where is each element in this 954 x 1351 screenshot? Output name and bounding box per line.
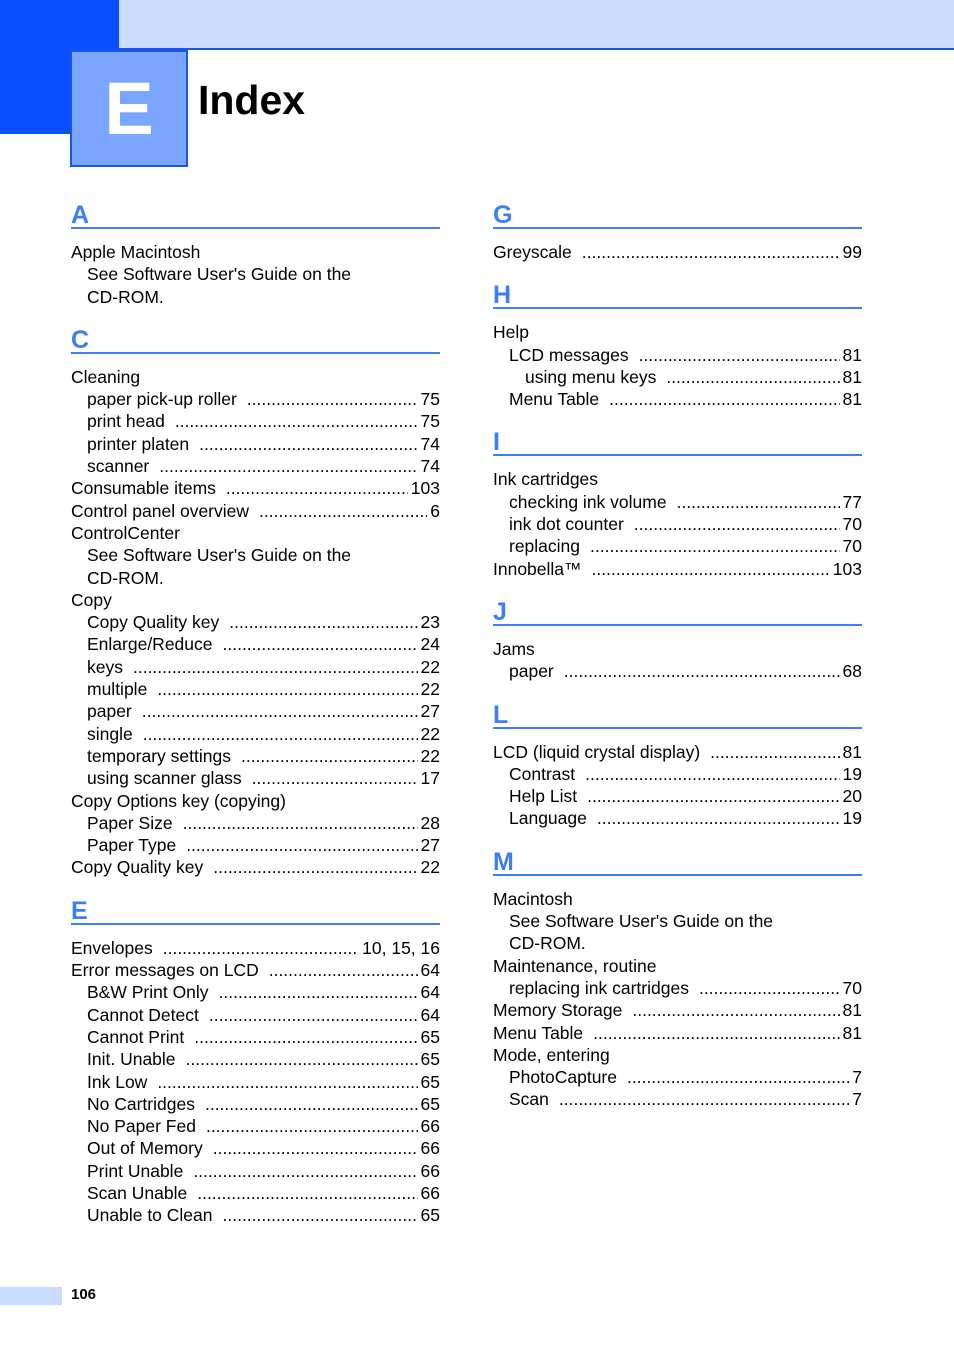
entry-term: Cannot Detect xyxy=(87,1004,199,1025)
header-band xyxy=(0,0,954,50)
dot-leader xyxy=(223,633,418,655)
dot-leader xyxy=(159,455,417,477)
index-entry xyxy=(493,558,862,580)
index-entry xyxy=(71,981,440,1003)
index-entry xyxy=(71,1026,440,1048)
page-number: 106 xyxy=(71,1286,97,1303)
index-entry xyxy=(71,1115,440,1137)
dot-leader xyxy=(193,1160,417,1182)
entry-term: using menu keys xyxy=(525,366,657,387)
index-entry xyxy=(493,888,862,910)
index-entry xyxy=(493,999,862,1021)
entry-term: Maintenance, routine xyxy=(493,955,657,976)
dot-leader xyxy=(223,1204,418,1226)
index-entry xyxy=(493,932,862,954)
entry-page: 65 xyxy=(420,1205,440,1226)
entry-page: 66 xyxy=(420,1138,440,1159)
index-entry xyxy=(493,241,862,263)
entry-term: checking ink volume xyxy=(509,491,667,512)
dot-leader xyxy=(133,656,418,678)
entry-term: Scan Unable xyxy=(87,1182,188,1203)
index-entries xyxy=(493,876,862,1111)
entry-term: Copy xyxy=(71,589,112,610)
section-letter: E xyxy=(71,892,440,925)
index-entry xyxy=(71,1137,440,1159)
index-entry xyxy=(71,286,440,308)
entry-term: Error messages on LCD xyxy=(71,960,259,981)
index-entry xyxy=(493,388,862,410)
entry-term: Help xyxy=(493,322,529,343)
index-entry xyxy=(71,678,440,700)
dot-leader xyxy=(587,785,839,807)
entry-page: 22 xyxy=(420,745,440,766)
entry-term: Greyscale xyxy=(493,242,572,262)
entry-term: temporary settings xyxy=(87,745,231,766)
dot-leader xyxy=(241,745,418,767)
dot-leader xyxy=(157,1071,417,1093)
index-entry xyxy=(71,959,440,981)
entry-term: replacing ink cartridges xyxy=(509,977,689,998)
index-entry xyxy=(71,611,440,633)
index-entry xyxy=(493,468,862,490)
entry-term: Unable to Clean xyxy=(87,1205,213,1226)
index-entry xyxy=(71,433,440,455)
entry-term: Jams xyxy=(493,638,535,659)
entry-term: Menu Table xyxy=(493,1022,584,1043)
entry-page: 7 xyxy=(852,1089,862,1110)
index-column-left xyxy=(71,196,440,1240)
index-entry xyxy=(71,937,440,959)
index-entry xyxy=(71,544,440,566)
dot-leader xyxy=(229,611,417,633)
index-entries xyxy=(71,229,440,308)
index-entry xyxy=(71,745,440,767)
entry-term: See Software User's Guide on the xyxy=(87,545,352,566)
entry-page: 66 xyxy=(420,1182,440,1203)
section-letter: A xyxy=(71,196,440,229)
dot-leader xyxy=(199,433,417,455)
entry-page: 74 xyxy=(420,456,440,477)
dot-leader xyxy=(632,999,839,1021)
dot-leader xyxy=(269,959,418,981)
dot-leader xyxy=(609,388,839,410)
index-entry xyxy=(493,344,862,366)
entry-page: 6 xyxy=(430,500,440,521)
entry-term: LCD messages xyxy=(509,344,629,365)
dot-leader xyxy=(597,807,840,829)
index-entry xyxy=(71,812,440,834)
index-entry xyxy=(493,1022,862,1044)
index-entry xyxy=(71,589,440,611)
entry-page: 22 xyxy=(420,857,440,878)
entry-page: 68 xyxy=(842,661,862,682)
dot-leader xyxy=(634,513,840,535)
entry-page: 22 xyxy=(420,679,440,700)
index-entry xyxy=(71,1182,440,1204)
dot-leader xyxy=(186,1048,418,1070)
entry-term: using scanner glass xyxy=(87,768,242,789)
entry-page: 81 xyxy=(842,1022,862,1043)
dot-leader xyxy=(226,477,408,499)
entry-page: 77 xyxy=(842,491,862,512)
dot-leader xyxy=(559,1088,849,1110)
index-entry xyxy=(71,500,440,522)
entry-term: Paper Size xyxy=(87,812,173,833)
dot-leader xyxy=(247,388,418,410)
entry-term: printer platen xyxy=(87,433,190,454)
entry-page: 75 xyxy=(420,411,440,432)
entry-page: 23 xyxy=(420,612,440,633)
entry-page: 17 xyxy=(420,768,440,789)
entry-term: No Paper Fed xyxy=(87,1116,196,1137)
entry-term: CD-ROM. xyxy=(509,933,586,954)
entry-term: Control panel overview xyxy=(71,500,250,521)
entry-page: 70 xyxy=(842,977,862,998)
index-entries xyxy=(493,456,862,579)
entry-term: Memory Storage xyxy=(493,1000,623,1021)
entry-page: 19 xyxy=(842,763,862,784)
entry-page: 99 xyxy=(842,242,862,262)
entry-term: Contrast xyxy=(509,763,576,784)
entry-term: Paper Type xyxy=(87,835,177,856)
dot-leader xyxy=(252,767,418,789)
section-letter: J xyxy=(493,593,862,626)
entry-term: multiple xyxy=(87,679,148,700)
index-entry xyxy=(71,633,440,655)
entry-term: paper pick-up roller xyxy=(87,389,237,410)
dot-leader xyxy=(259,500,427,522)
entry-term: Innobella™ xyxy=(493,558,582,579)
entry-term: Copy Quality key xyxy=(87,612,220,633)
entry-page: 28 xyxy=(420,812,440,833)
index-entry xyxy=(71,241,440,263)
entry-page: 74 xyxy=(420,433,440,454)
entry-term: Apple Macintosh xyxy=(71,242,201,262)
index-entry xyxy=(71,522,440,544)
index-entry xyxy=(71,1071,440,1093)
entry-page: 81 xyxy=(842,1000,862,1021)
index-entry xyxy=(493,491,862,513)
dot-leader xyxy=(639,344,840,366)
chapter-letter-box xyxy=(70,50,188,167)
index-entry xyxy=(493,763,862,785)
dot-leader xyxy=(627,1066,849,1088)
dot-leader xyxy=(183,812,418,834)
entry-page: 70 xyxy=(842,514,862,535)
entry-page: 65 xyxy=(420,1093,440,1114)
dot-leader xyxy=(197,1182,417,1204)
index-entry xyxy=(71,790,440,812)
index-entry xyxy=(71,410,440,432)
entry-page: 27 xyxy=(420,835,440,856)
dot-leader xyxy=(209,1004,418,1026)
dot-leader xyxy=(593,1022,839,1044)
dot-leader xyxy=(163,937,359,959)
entry-term: print head xyxy=(87,411,165,432)
index-section xyxy=(493,423,862,579)
entry-page: 103 xyxy=(832,558,862,579)
entry-page: 103 xyxy=(410,478,440,499)
index-entry xyxy=(493,513,862,535)
index-entry xyxy=(493,807,862,829)
entry-page: 75 xyxy=(420,389,440,410)
entry-term: ink dot counter xyxy=(509,514,624,535)
index-entries xyxy=(493,229,862,263)
index-entry xyxy=(71,723,440,745)
index-entry xyxy=(71,455,440,477)
index-entry xyxy=(493,955,862,977)
entry-term: Help List xyxy=(509,786,578,807)
entry-term: Ink cartridges xyxy=(493,469,599,490)
index-entry xyxy=(493,638,862,660)
entry-term: Menu Table xyxy=(509,389,600,410)
dot-leader xyxy=(213,1137,418,1159)
entry-page: 19 xyxy=(842,808,862,829)
entry-term: Consumable items xyxy=(71,478,216,499)
index-entries xyxy=(493,309,862,410)
dot-leader xyxy=(143,723,418,745)
index-entry xyxy=(493,660,862,682)
index-entry xyxy=(71,856,440,878)
index-entry xyxy=(71,834,440,856)
entry-term: Copy Options key (copying) xyxy=(71,790,286,811)
entry-page: 66 xyxy=(420,1160,440,1181)
index-entry xyxy=(493,321,862,343)
entry-page: 81 xyxy=(842,741,862,762)
entry-term: Init. Unable xyxy=(87,1049,176,1070)
entry-term: ControlCenter xyxy=(71,522,180,543)
index-entry xyxy=(71,767,440,789)
dot-leader xyxy=(142,700,418,722)
index-entry xyxy=(493,741,862,763)
section-letter: H xyxy=(493,276,862,309)
index-entry xyxy=(493,366,862,388)
dot-leader xyxy=(699,977,840,999)
entry-term: scanner xyxy=(87,456,150,477)
index-entry xyxy=(71,1004,440,1026)
index-section xyxy=(71,892,440,1227)
dot-leader xyxy=(206,1115,418,1137)
entry-term: keys xyxy=(87,656,123,677)
entry-page: 65 xyxy=(420,1049,440,1070)
index-entry xyxy=(71,1093,440,1115)
entry-page: 24 xyxy=(420,634,440,655)
entry-term: No Cartridges xyxy=(87,1093,195,1114)
section-letter: I xyxy=(493,423,862,456)
index-section xyxy=(493,696,862,830)
index-entry xyxy=(493,910,862,932)
entry-term: replacing xyxy=(509,536,581,557)
dot-leader xyxy=(582,241,840,263)
entry-page: 27 xyxy=(420,701,440,722)
entry-term: Envelopes xyxy=(71,937,153,958)
index-entries xyxy=(493,626,862,683)
dot-leader xyxy=(677,491,840,513)
index-entry xyxy=(493,785,862,807)
index-entry xyxy=(71,1204,440,1226)
entry-term: CD-ROM. xyxy=(87,286,164,307)
dot-leader xyxy=(585,763,839,785)
entry-term: Cleaning xyxy=(71,366,141,387)
index-entry xyxy=(493,977,862,999)
entry-page: 10, 15, 16 xyxy=(362,937,440,958)
entry-page: 22 xyxy=(420,656,440,677)
index-entry xyxy=(71,263,440,285)
index-section xyxy=(71,196,440,308)
entry-term: Enlarge/Reduce xyxy=(87,634,213,655)
section-letter: L xyxy=(493,696,862,729)
entry-term: Mode, entering xyxy=(493,1044,610,1065)
entry-page: 65 xyxy=(420,1026,440,1047)
dot-leader xyxy=(592,558,830,580)
entry-page: 65 xyxy=(420,1071,440,1092)
entry-page: 22 xyxy=(420,723,440,744)
index-entry xyxy=(71,700,440,722)
chapter-letter: E xyxy=(104,66,154,150)
entry-term: See Software User's Guide on the xyxy=(87,264,352,285)
dot-leader xyxy=(666,366,839,388)
entry-term: Scan xyxy=(509,1089,549,1110)
entry-term: paper xyxy=(87,701,132,722)
entry-page: 81 xyxy=(842,389,862,410)
page-title: Index xyxy=(198,77,306,123)
dot-leader xyxy=(564,660,840,682)
entry-term: Copy Quality key xyxy=(71,857,204,878)
index-entry xyxy=(71,477,440,499)
index-entry xyxy=(71,388,440,410)
entry-page: 64 xyxy=(420,982,440,1003)
entry-term: Print Unable xyxy=(87,1160,184,1181)
index-entries xyxy=(71,354,440,879)
dot-leader xyxy=(175,410,418,432)
index-entry xyxy=(71,656,440,678)
index-entries xyxy=(493,729,862,830)
entry-page: 7 xyxy=(852,1067,862,1088)
entry-page: 81 xyxy=(842,366,862,387)
entry-term: CD-ROM. xyxy=(87,567,164,588)
index-entry xyxy=(71,567,440,589)
entry-term: See Software User's Guide on the xyxy=(509,911,774,932)
entry-page: 20 xyxy=(842,786,862,807)
dot-leader xyxy=(186,834,417,856)
entry-term: single xyxy=(87,723,133,744)
entry-page: 66 xyxy=(420,1116,440,1137)
dot-leader xyxy=(590,535,840,557)
index-entry xyxy=(71,1048,440,1070)
dot-leader xyxy=(157,678,417,700)
dot-leader xyxy=(194,1026,417,1048)
entry-term: Language xyxy=(509,808,587,829)
entry-page: 64 xyxy=(420,1004,440,1025)
entry-page: 64 xyxy=(420,960,440,981)
index-entry xyxy=(71,1160,440,1182)
section-letter: M xyxy=(493,843,862,876)
entry-term: paper xyxy=(509,661,554,682)
entry-page: 70 xyxy=(842,536,862,557)
section-letter: G xyxy=(493,196,862,229)
index-entry xyxy=(71,366,440,388)
index-section xyxy=(493,276,862,410)
dot-leader xyxy=(710,741,839,763)
entry-term: LCD (liquid crystal display) xyxy=(493,741,701,762)
index-section xyxy=(493,843,862,1111)
section-letter: C xyxy=(71,321,440,354)
index-section xyxy=(493,593,862,683)
dot-leader xyxy=(205,1093,418,1115)
entry-term: Ink Low xyxy=(87,1071,148,1092)
index-entry xyxy=(493,1044,862,1066)
index-column-right xyxy=(493,196,862,1124)
entry-term: Out of Memory xyxy=(87,1138,203,1159)
index-section xyxy=(493,196,862,263)
index-section xyxy=(71,321,440,879)
index-entry xyxy=(493,1088,862,1110)
entry-page: 81 xyxy=(842,344,862,365)
index-entry xyxy=(493,535,862,557)
footer-bar xyxy=(0,1287,62,1305)
dot-leader xyxy=(219,981,418,1003)
index-entry xyxy=(493,1066,862,1088)
entry-term: PhotoCapture xyxy=(509,1067,617,1088)
entry-term: B&W Print Only xyxy=(87,982,209,1003)
index-entries xyxy=(71,925,440,1227)
dot-leader xyxy=(213,856,417,878)
entry-term: Macintosh xyxy=(493,888,573,909)
entry-term: Cannot Print xyxy=(87,1026,185,1047)
